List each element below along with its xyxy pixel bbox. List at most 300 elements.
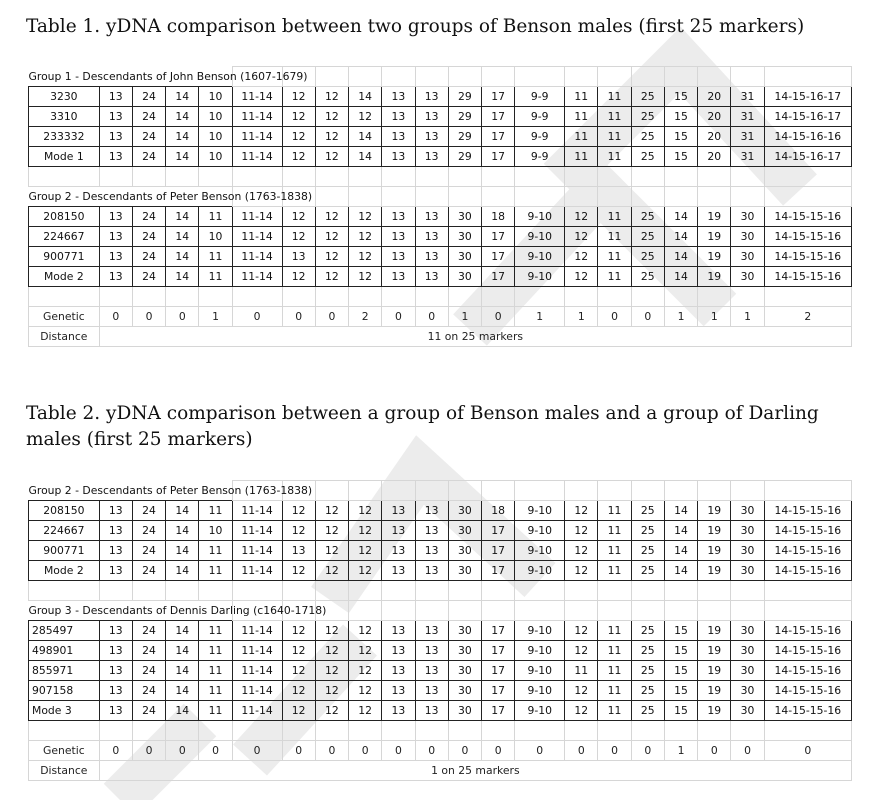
marker-cell: 25: [631, 661, 664, 681]
marker-cell: 11: [565, 87, 598, 107]
marker-cell: 9-9: [515, 147, 565, 167]
marker-cell: 30: [731, 267, 764, 287]
empty-cell: [631, 167, 664, 187]
marker-cell: 12: [282, 267, 315, 287]
marker-cell: 24: [132, 127, 165, 147]
empty-cell: [764, 601, 851, 621]
row-id-cell: 208150: [29, 501, 100, 521]
distance-value: 0: [382, 741, 415, 761]
marker-cell: 12: [565, 267, 598, 287]
marker-cell: 12: [315, 247, 348, 267]
marker-cell: 13: [99, 127, 132, 147]
empty-cell: [698, 187, 731, 207]
distance-summary-row: [29, 327, 852, 347]
marker-cell: 13: [382, 247, 415, 267]
empty-cell: [565, 287, 598, 307]
marker-cell: 11: [565, 661, 598, 681]
marker-cell: 12: [565, 227, 598, 247]
marker-cell: 30: [731, 641, 764, 661]
marker-cell: 13: [415, 127, 448, 147]
marker-cell: 17: [482, 267, 515, 287]
marker-cell: 24: [132, 561, 165, 581]
marker-cell: 12: [349, 107, 382, 127]
marker-cell: 9-9: [515, 127, 565, 147]
marker-cell: 31: [731, 147, 764, 167]
empty-cell: [565, 721, 598, 741]
marker-cell: 11-14: [232, 227, 282, 247]
empty-cell: [515, 287, 565, 307]
distance-value: 0: [631, 741, 664, 761]
empty-cell: [515, 601, 565, 621]
marker-cell: 30: [448, 521, 481, 541]
empty-cell: [415, 721, 448, 741]
empty-cell: [631, 581, 664, 601]
empty-cell: [315, 721, 348, 741]
distance-value: 0: [132, 307, 165, 327]
marker-cell: 12: [282, 501, 315, 521]
marker-cell: 13: [382, 661, 415, 681]
marker-cell: 19: [698, 561, 731, 581]
distance-summary-row: [29, 761, 852, 781]
empty-cell: [448, 67, 481, 87]
marker-cell: 12: [282, 561, 315, 581]
marker-cell: 14-15-15-16: [764, 681, 851, 701]
spacer-row: [29, 721, 852, 741]
marker-cell: 17: [482, 87, 515, 107]
marker-cell: 13: [415, 621, 448, 641]
table1-body: [29, 67, 852, 347]
empty-cell: [315, 67, 348, 87]
row-id-cell: 907158: [29, 681, 100, 701]
distance-value: 0: [731, 741, 764, 761]
empty-cell: [565, 167, 598, 187]
marker-cell: 11: [598, 87, 631, 107]
marker-cell: 15: [664, 147, 697, 167]
marker-cell: 12: [349, 227, 382, 247]
marker-cell: 9-10: [515, 641, 565, 661]
table-row: [29, 541, 852, 561]
distance-value: 1: [565, 307, 598, 327]
marker-cell: 12: [565, 541, 598, 561]
empty-cell: [698, 481, 731, 501]
marker-cell: 11-14: [232, 521, 282, 541]
marker-cell: 14: [166, 267, 199, 287]
empty-cell: [166, 581, 199, 601]
distance-summary: 11 on 25 markers: [99, 327, 851, 347]
marker-cell: 17: [482, 247, 515, 267]
marker-cell: 10: [199, 521, 232, 541]
empty-cell: [382, 721, 415, 741]
table-row: [29, 501, 852, 521]
marker-cell: 12: [315, 107, 348, 127]
marker-cell: 30: [448, 661, 481, 681]
empty-cell: [349, 581, 382, 601]
empty-cell: [731, 481, 764, 501]
marker-cell: 11: [598, 561, 631, 581]
genetic-distance-row: [29, 307, 852, 327]
empty-cell: [199, 167, 232, 187]
empty-cell: [598, 287, 631, 307]
marker-cell: 13: [99, 87, 132, 107]
row-id-cell: Mode 2: [29, 267, 100, 287]
marker-cell: 24: [132, 247, 165, 267]
marker-cell: 13: [382, 541, 415, 561]
marker-cell: 11: [565, 107, 598, 127]
marker-cell: 12: [565, 521, 598, 541]
empty-cell: [731, 187, 764, 207]
distance-value: 2: [349, 307, 382, 327]
marker-cell: 14: [664, 521, 697, 541]
marker-cell: 13: [99, 227, 132, 247]
marker-cell: 13: [99, 501, 132, 521]
marker-cell: 11: [598, 621, 631, 641]
marker-cell: 11: [199, 247, 232, 267]
distance-value: 0: [282, 741, 315, 761]
marker-cell: 17: [482, 227, 515, 247]
marker-cell: 12: [282, 621, 315, 641]
marker-cell: 10: [199, 227, 232, 247]
marker-cell: 11-14: [232, 561, 282, 581]
marker-cell: 12: [315, 541, 348, 561]
empty-cell: [764, 581, 851, 601]
empty-cell: [415, 67, 448, 87]
empty-cell: [199, 287, 232, 307]
distance-value: 0: [631, 307, 664, 327]
marker-cell: 14: [664, 247, 697, 267]
empty-cell: [598, 581, 631, 601]
distance-value: 0: [415, 741, 448, 761]
marker-cell: 13: [382, 127, 415, 147]
marker-cell: 9-10: [515, 661, 565, 681]
marker-cell: 11: [199, 681, 232, 701]
marker-cell: 11-14: [232, 207, 282, 227]
marker-cell: 12: [282, 641, 315, 661]
marker-cell: 9-10: [515, 267, 565, 287]
marker-cell: 11: [598, 127, 631, 147]
marker-cell: 19: [698, 227, 731, 247]
marker-cell: 14: [166, 501, 199, 521]
marker-cell: 30: [448, 701, 481, 721]
marker-cell: 11: [565, 127, 598, 147]
marker-cell: 13: [415, 267, 448, 287]
distance-value: 0: [448, 741, 481, 761]
marker-cell: 19: [698, 681, 731, 701]
marker-cell: 14: [166, 641, 199, 661]
marker-cell: 19: [698, 661, 731, 681]
empty-cell: [382, 581, 415, 601]
spacer-row: [29, 167, 852, 187]
marker-cell: 12: [282, 127, 315, 147]
marker-cell: 11: [598, 701, 631, 721]
marker-cell: 13: [415, 147, 448, 167]
marker-cell: 29: [448, 127, 481, 147]
marker-cell: 11: [199, 501, 232, 521]
empty-cell: [482, 481, 515, 501]
empty-cell: [282, 721, 315, 741]
marker-cell: 20: [698, 127, 731, 147]
table2: [28, 480, 852, 781]
distance-value: 0: [99, 307, 132, 327]
marker-cell: 9-10: [515, 681, 565, 701]
marker-cell: 14-15-15-16: [764, 621, 851, 641]
marker-cell: 11-14: [232, 127, 282, 147]
marker-cell: 13: [99, 681, 132, 701]
marker-cell: 11-14: [232, 247, 282, 267]
marker-cell: 17: [482, 521, 515, 541]
distance-value: 0: [99, 741, 132, 761]
group-title: Group 3 - Descendants of Dennis Darling (c1640-1718): [28, 604, 327, 617]
row-id-cell: 233332: [29, 127, 100, 147]
marker-cell: 14-15-16-17: [764, 107, 851, 127]
marker-cell: 30: [731, 227, 764, 247]
empty-cell: [382, 167, 415, 187]
empty-cell: [29, 581, 100, 601]
table-row: [29, 561, 852, 581]
marker-cell: 9-10: [515, 207, 565, 227]
marker-cell: 14-15-15-16: [764, 701, 851, 721]
marker-cell: 12: [349, 621, 382, 641]
marker-cell: 24: [132, 661, 165, 681]
marker-cell: 12: [315, 641, 348, 661]
row-id-cell: 285497: [29, 621, 100, 641]
marker-cell: 12: [315, 147, 348, 167]
marker-cell: 17: [482, 701, 515, 721]
marker-cell: 13: [415, 107, 448, 127]
empty-cell: [382, 287, 415, 307]
marker-cell: 13: [415, 501, 448, 521]
empty-cell: [631, 187, 664, 207]
marker-cell: 12: [282, 661, 315, 681]
marker-cell: 25: [631, 701, 664, 721]
empty-cell: [29, 167, 100, 187]
marker-cell: 19: [698, 207, 731, 227]
marker-cell: 25: [631, 641, 664, 661]
marker-cell: 14: [664, 561, 697, 581]
marker-cell: 12: [282, 681, 315, 701]
marker-cell: 11: [199, 641, 232, 661]
marker-cell: 13: [382, 227, 415, 247]
marker-cell: 15: [664, 661, 697, 681]
marker-cell: 11: [598, 521, 631, 541]
marker-cell: 25: [631, 147, 664, 167]
empty-cell: [731, 601, 764, 621]
marker-cell: 9-9: [515, 87, 565, 107]
distance-value: 0: [166, 741, 199, 761]
marker-cell: 13: [99, 541, 132, 561]
marker-cell: 14-15-15-16: [764, 247, 851, 267]
empty-cell: [232, 581, 282, 601]
marker-cell: 14: [166, 541, 199, 561]
marker-cell: 19: [698, 621, 731, 641]
empty-cell: [731, 67, 764, 87]
marker-cell: 13: [415, 521, 448, 541]
genetic-label: Genetic: [29, 307, 100, 327]
group-title: Group 2 - Descendants of Peter Benson (1763-1838): [28, 483, 313, 497]
marker-cell: 12: [315, 681, 348, 701]
marker-cell: 11: [598, 641, 631, 661]
marker-cell: 29: [448, 87, 481, 107]
distance-value: 0: [565, 741, 598, 761]
empty-cell: [731, 581, 764, 601]
empty-cell: [132, 721, 165, 741]
marker-cell: 14: [166, 147, 199, 167]
empty-cell: [598, 67, 631, 87]
empty-cell: [598, 481, 631, 501]
marker-cell: 24: [132, 267, 165, 287]
distance-value: 0: [482, 307, 515, 327]
table2-grid: [28, 480, 852, 781]
marker-cell: 9-10: [515, 701, 565, 721]
marker-cell: 12: [565, 247, 598, 267]
table-row: [29, 661, 852, 681]
marker-cell: 25: [631, 227, 664, 247]
empty-cell: [764, 721, 851, 741]
empty-cell: [515, 581, 565, 601]
marker-cell: 30: [448, 641, 481, 661]
spacer-row: [29, 287, 852, 307]
marker-cell: 12: [315, 501, 348, 521]
marker-cell: 30: [731, 501, 764, 521]
table1: [28, 66, 852, 347]
marker-cell: 12: [565, 641, 598, 661]
marker-cell: 13: [382, 107, 415, 127]
empty-cell: [349, 187, 382, 207]
marker-cell: 14: [664, 227, 697, 247]
marker-cell: 14-15-15-16: [764, 267, 851, 287]
distance-value: 0: [598, 307, 631, 327]
table-row: [29, 207, 852, 227]
empty-cell: [764, 187, 851, 207]
marker-cell: 15: [664, 641, 697, 661]
marker-cell: 12: [282, 87, 315, 107]
marker-cell: 30: [448, 267, 481, 287]
marker-cell: 9-10: [515, 227, 565, 247]
marker-cell: 31: [731, 107, 764, 127]
empty-cell: [515, 167, 565, 187]
marker-cell: 12: [315, 701, 348, 721]
marker-cell: 14: [664, 267, 697, 287]
distance-value: 0: [698, 741, 731, 761]
empty-cell: [698, 581, 731, 601]
marker-cell: 12: [282, 107, 315, 127]
marker-cell: 14: [664, 501, 697, 521]
marker-cell: 11-14: [232, 621, 282, 641]
distance-value: 0: [166, 307, 199, 327]
marker-cell: 12: [315, 227, 348, 247]
genetic-distance-row: [29, 741, 852, 761]
empty-cell: [382, 67, 415, 87]
empty-cell: [482, 187, 515, 207]
empty-cell: [515, 481, 565, 501]
marker-cell: 13: [99, 147, 132, 167]
empty-cell: [482, 601, 515, 621]
marker-cell: 12: [565, 561, 598, 581]
empty-cell: [415, 581, 448, 601]
distance-value: 0: [764, 741, 851, 761]
marker-cell: 25: [631, 681, 664, 701]
marker-cell: 25: [631, 501, 664, 521]
marker-cell: 11-14: [232, 701, 282, 721]
marker-cell: 11-14: [232, 541, 282, 561]
empty-cell: [515, 721, 565, 741]
distance-value: 0: [382, 307, 415, 327]
distance-value: 2: [764, 307, 851, 327]
empty-cell: [664, 167, 697, 187]
table-row: [29, 87, 852, 107]
empty-cell: [232, 287, 282, 307]
empty-cell: [349, 721, 382, 741]
empty-cell: [731, 167, 764, 187]
marker-cell: 24: [132, 521, 165, 541]
marker-cell: 19: [698, 701, 731, 721]
empty-cell: [482, 167, 515, 187]
marker-cell: 11-14: [232, 641, 282, 661]
empty-cell: [29, 721, 100, 741]
distance-value: 0: [199, 741, 232, 761]
empty-cell: [631, 601, 664, 621]
empty-cell: [598, 167, 631, 187]
marker-cell: 12: [315, 621, 348, 641]
marker-cell: 13: [382, 267, 415, 287]
distance-value: 0: [598, 741, 631, 761]
marker-cell: 14-15-16-17: [764, 147, 851, 167]
marker-cell: 14: [166, 127, 199, 147]
empty-cell: [415, 187, 448, 207]
empty-cell: [232, 721, 282, 741]
marker-cell: 17: [482, 127, 515, 147]
marker-cell: 13: [99, 521, 132, 541]
marker-cell: 24: [132, 107, 165, 127]
table1-grid: [28, 66, 852, 347]
marker-cell: 13: [382, 521, 415, 541]
marker-cell: 14-15-15-16: [764, 207, 851, 227]
marker-cell: 25: [631, 267, 664, 287]
marker-cell: 12: [315, 521, 348, 541]
row-id-cell: 900771: [29, 247, 100, 267]
marker-cell: 14: [166, 521, 199, 541]
empty-cell: [132, 581, 165, 601]
empty-cell: [631, 481, 664, 501]
marker-cell: 11: [199, 621, 232, 641]
marker-cell: 12: [315, 661, 348, 681]
marker-cell: 12: [349, 267, 382, 287]
table2-body: [29, 481, 852, 781]
empty-cell: [631, 721, 664, 741]
marker-cell: 12: [349, 661, 382, 681]
marker-cell: 9-10: [515, 561, 565, 581]
marker-cell: 14-15-15-16: [764, 641, 851, 661]
distance-value: 1: [698, 307, 731, 327]
empty-cell: [415, 601, 448, 621]
row-id-cell: 224667: [29, 521, 100, 541]
marker-cell: 14: [166, 207, 199, 227]
marker-cell: 12: [282, 521, 315, 541]
group-title: Group 2 - Descendants of Peter Benson (1763-1838): [28, 190, 313, 203]
distance-value: 1: [731, 307, 764, 327]
empty-cell: [199, 721, 232, 741]
marker-cell: 11: [598, 147, 631, 167]
marker-cell: 13: [415, 661, 448, 681]
marker-cell: 30: [731, 521, 764, 541]
empty-cell: [698, 287, 731, 307]
group-title-row: [29, 601, 852, 621]
marker-cell: 29: [448, 107, 481, 127]
marker-cell: 30: [448, 247, 481, 267]
marker-cell: 11: [565, 147, 598, 167]
marker-cell: 13: [382, 87, 415, 107]
empty-cell: [598, 187, 631, 207]
empty-cell: [349, 481, 382, 501]
